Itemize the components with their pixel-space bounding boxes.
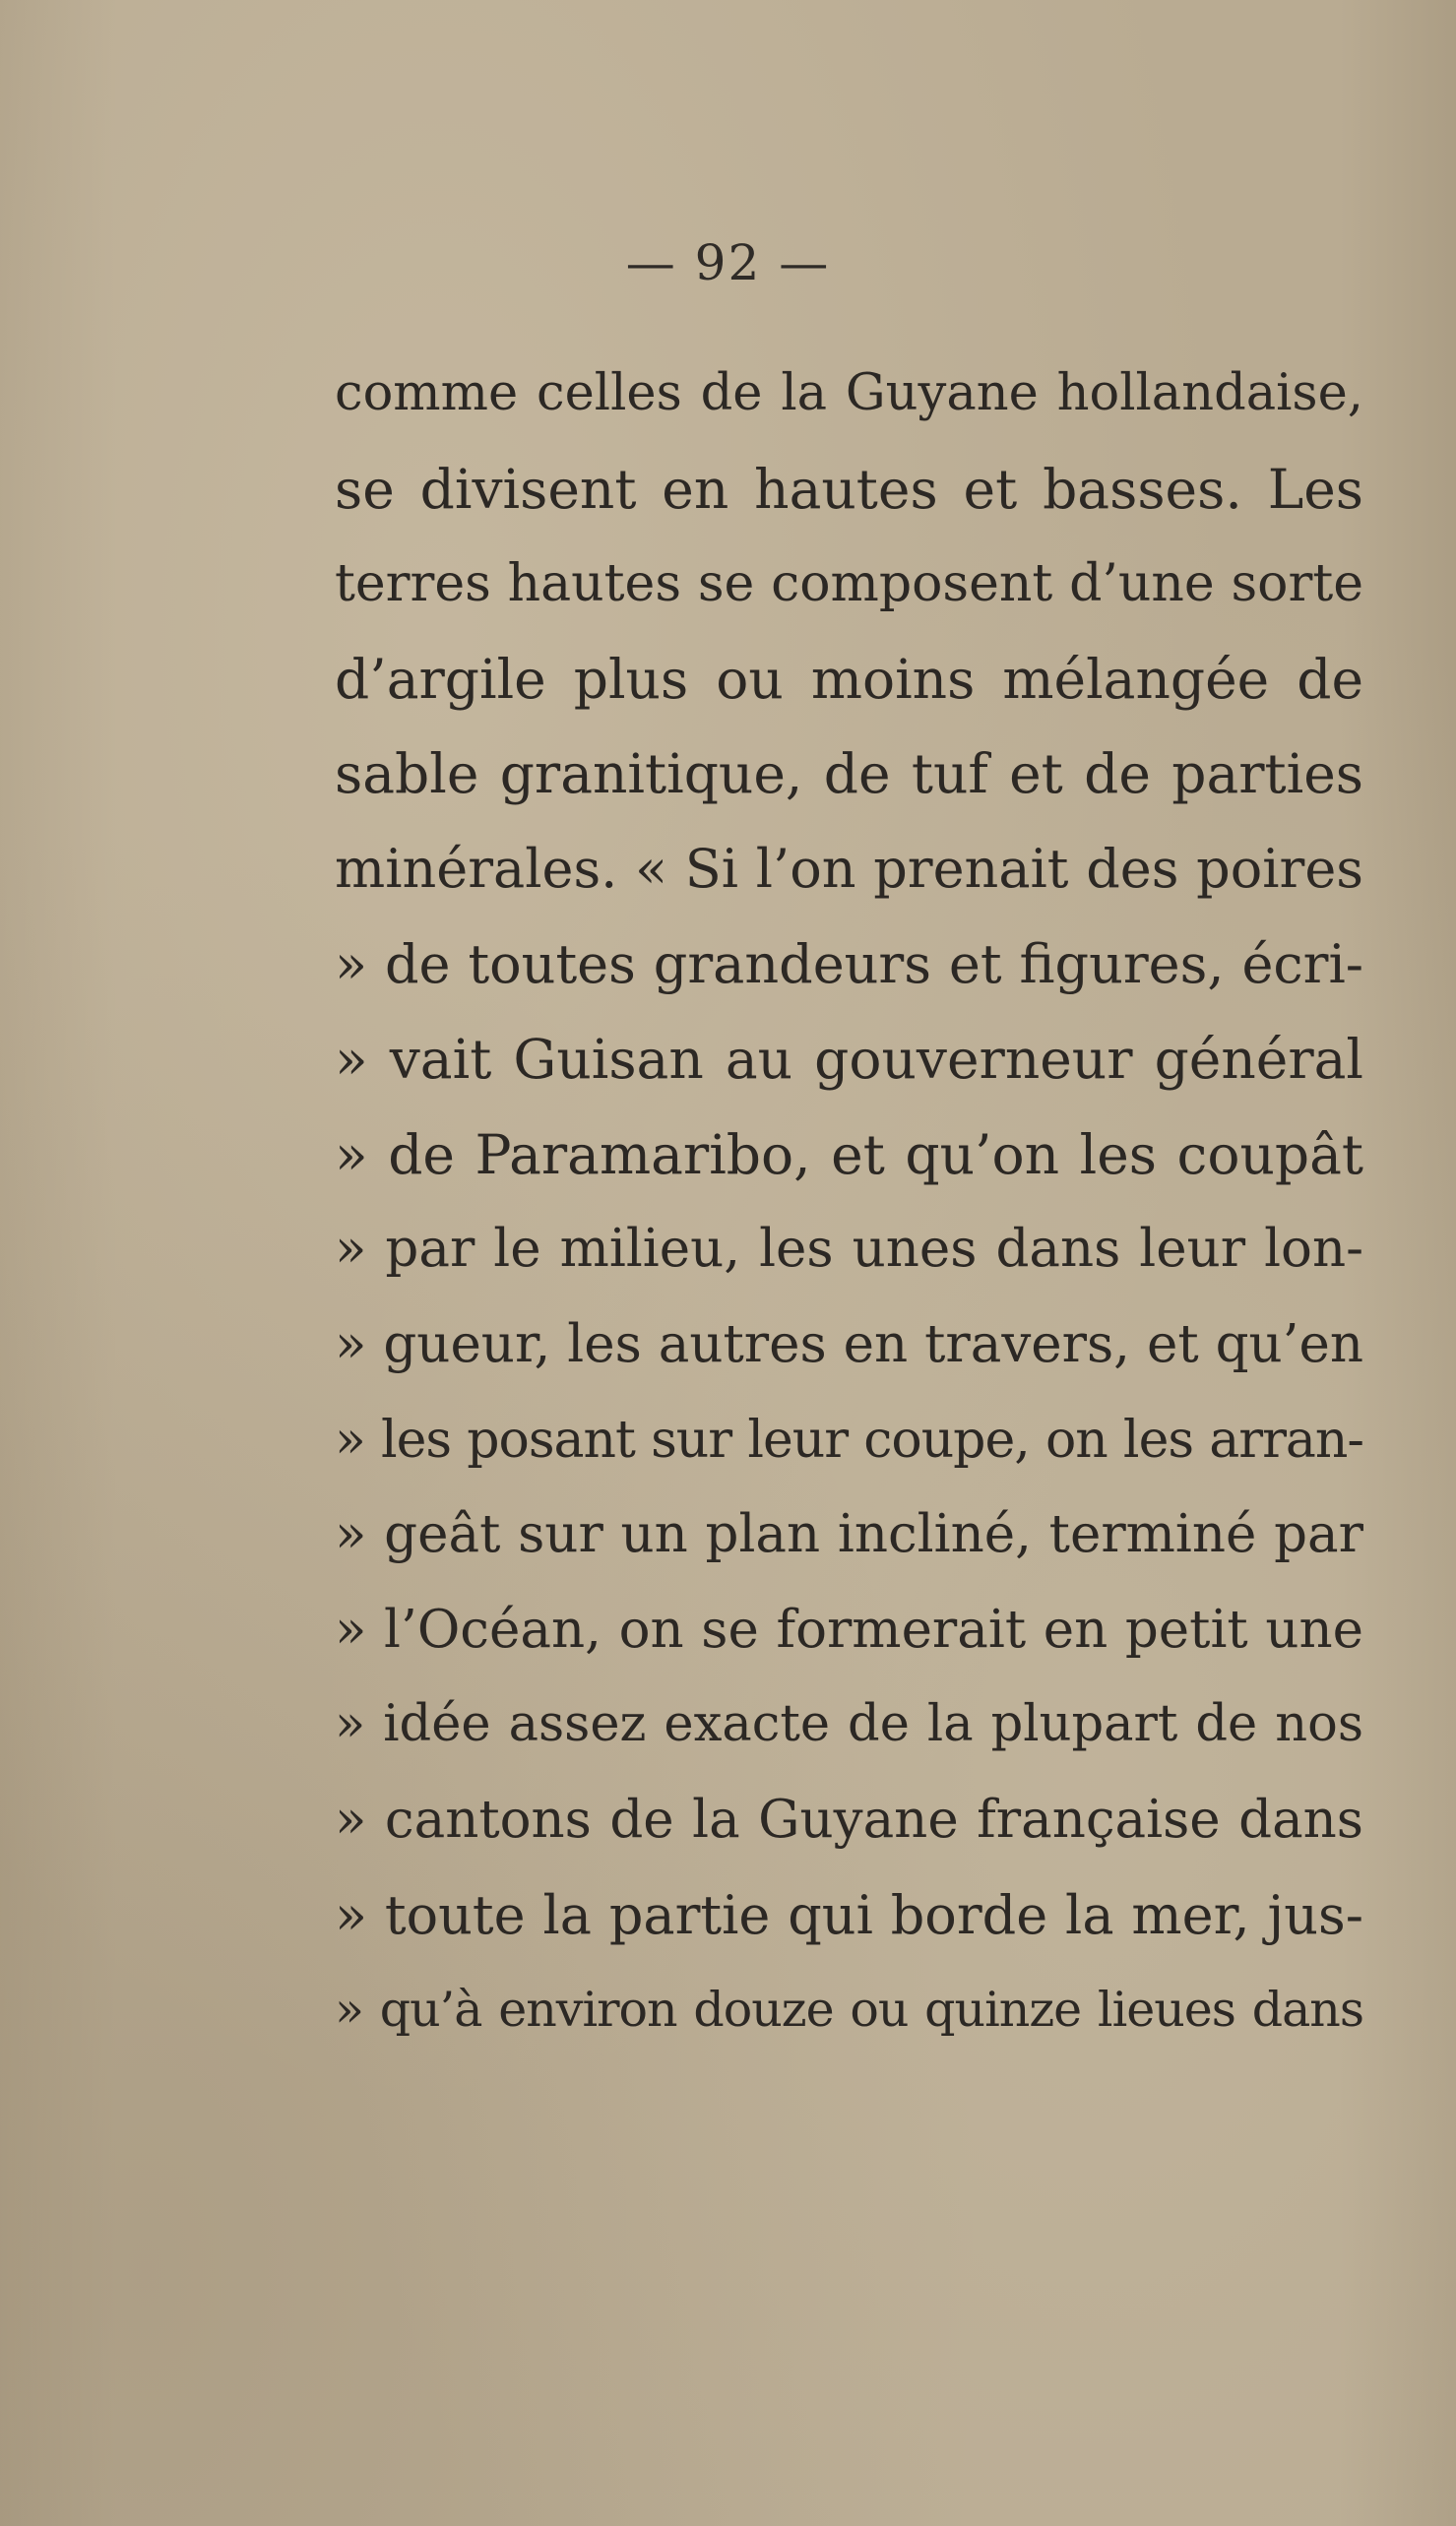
text-line: terres hautes se composent d’une sorte — [335, 554, 1363, 614]
text-line: » de toutes grandeurs et figures, écri- — [335, 932, 1363, 995]
text-line: » gueur, les autres en travers, et qu’en — [335, 1313, 1363, 1374]
page-number: — 92 — — [625, 234, 831, 291]
text-line: se divisent en hautes et basses. Les — [335, 457, 1363, 521]
text-line: » geât sur un plan incliné, terminé par — [335, 1504, 1363, 1565]
text-line: » vait Guisan au gouverneur général — [335, 1028, 1363, 1092]
text-line: » de Paramaribo, et qu’on les coupât — [335, 1122, 1363, 1186]
text-line: » les posant sur leur coupe, on les arran- — [335, 1410, 1363, 1470]
text-line: » qu’à environ douze ou quinze lieues dans — [335, 1982, 1363, 2039]
body-text — [335, 347, 1363, 2058]
text-line: minérales. « Si l’on prenait des poires — [335, 837, 1363, 900]
text-line: » idée assez exacte de la plupart de nos — [335, 1695, 1363, 1754]
text-line: » l’Océan, on se formerait en petit une — [335, 1599, 1363, 1660]
text-line: » toute la partie qui borde la mer, jus- — [335, 1883, 1363, 1946]
text-line: d’argile plus ou moins mélangée de — [335, 647, 1363, 711]
text-line: » cantons de la Guyane française dans — [335, 1789, 1363, 1850]
text-line: » par le milieu, les unes dans leur lon- — [335, 1219, 1363, 1280]
text-line: comme celles de la Guyane hollandaise, — [335, 364, 1363, 422]
text-line: sable granitique, de tuf et de parties — [335, 742, 1363, 806]
